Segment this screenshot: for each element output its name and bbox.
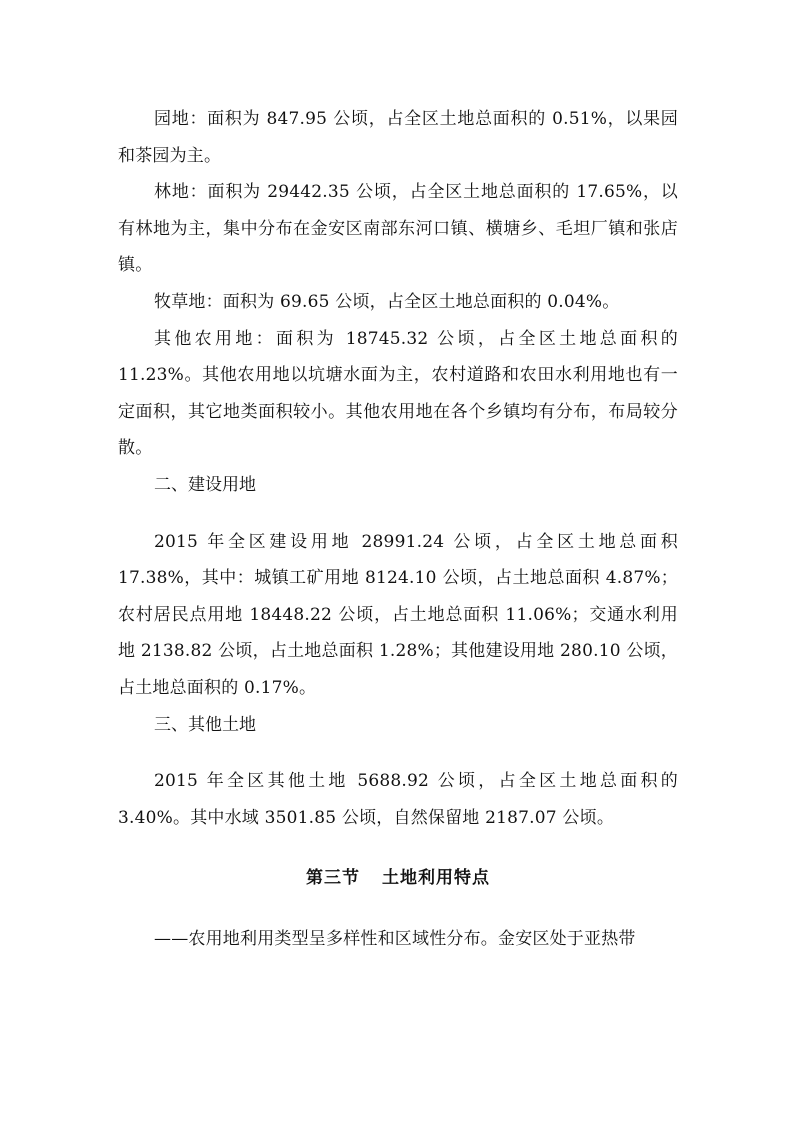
document-page: [118, 101, 678, 957]
paragraph-pasture-land: 牧草地：面积为 69.65 公顷，占全区土地总面积的 0.04%。: [154, 291, 620, 312]
paragraph-garden-land: 园地：面积为 847.95 公顷，占全区土地总面积的 0.51%，以果园和茶园为主。: [118, 109, 678, 166]
paragraph-forest-land: 林地：面积为 29442.35 公顷，占全区土地总面积的 17.65%，以有林地为主，集中分布在金安区南部东河口镇、横塘乡、毛坦厂镇和张店镇。: [118, 182, 678, 276]
paragraph-construction-land: 2015 年全区建设用地 28991.24 公顷，占全区土地总面积 17.38%，其中：城镇工矿用地 8124.10 公顷，占土地总面积 4.87%；农村居民点用地 18448.22 公顷，占土地总面积 11.06%；交通水利用地 2138.82 公顷，占土地总面积 1.28%；其他建设用地 280.10 公顷，占土地总面积的 0.17%。: [118, 531, 678, 698]
section-heading-construction-land: 二、建设用地: [154, 474, 256, 495]
paragraph-other-land: 2015 年全区其他土地 5688.92 公顷，占全区土地总面积的 3.40%。其中水域 3501.85 公顷，自然保留地 2187.07 公顷。: [118, 771, 678, 828]
chapter-heading: [118, 860, 678, 897]
chapter-title: 土地利用特点: [382, 868, 490, 889]
paragraph-other-agricultural-land: 其他农用地：面积为 18745.32 公顷，占全区土地总面积的 11.23%。其他农用地以坑塘水面为主，农村道路和农田水利用地也有一定面积，其它地类面积较小。其他农用地在各个乡镇均有分布，布局较分散。: [118, 328, 678, 459]
chapter-number: 第三节: [306, 868, 360, 889]
section-heading-other-land: 三、其他土地: [154, 714, 256, 735]
paragraph-closing: ——农用地利用类型呈多样性和区域性分布。金安区处于亚热带: [154, 928, 636, 949]
